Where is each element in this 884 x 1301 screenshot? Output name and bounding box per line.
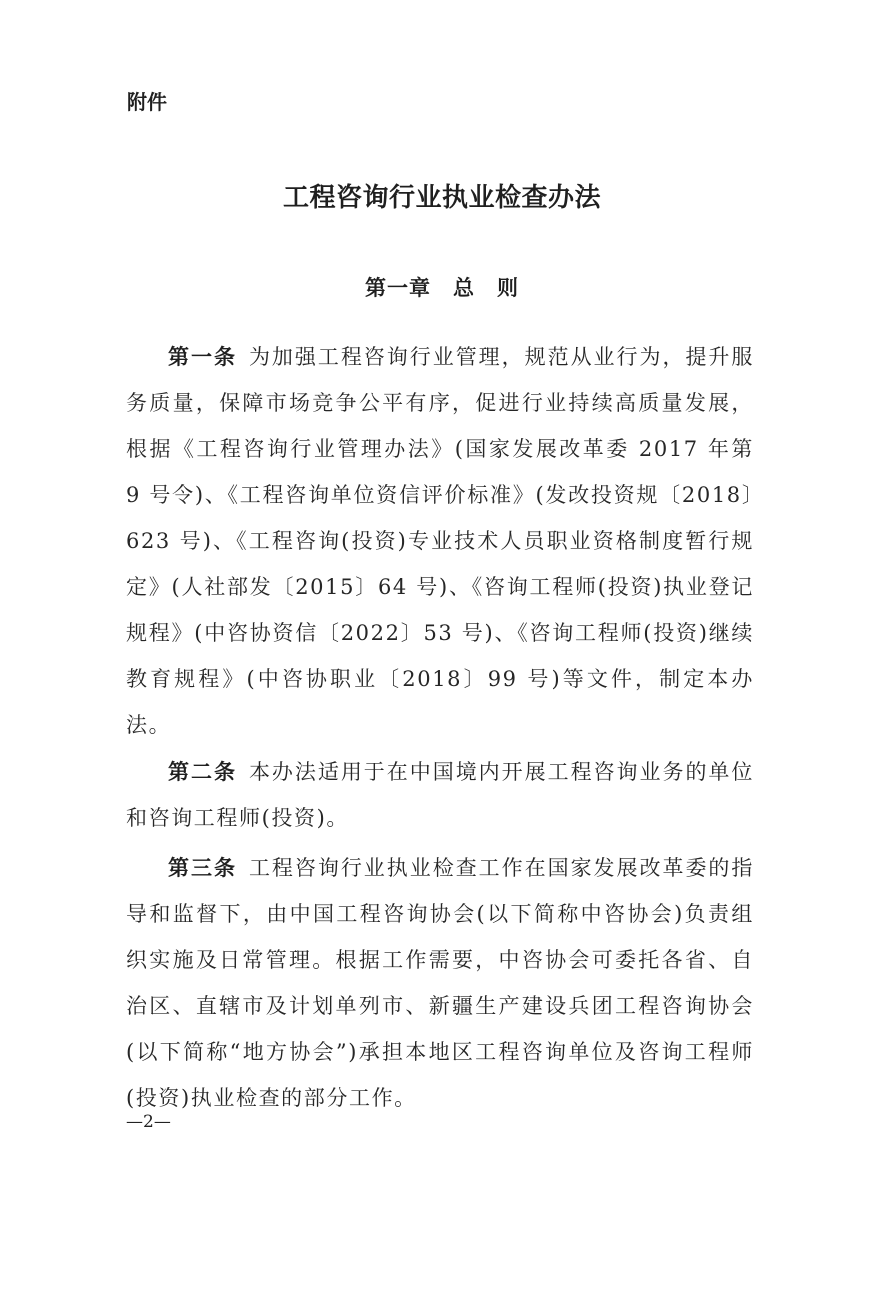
chapter-title: 总 则 (453, 276, 519, 300)
article-1 (126, 334, 754, 748)
article-2 (126, 749, 754, 841)
article-text: 工程咨询行业执业检查工作在国家发展改革委的指导和监督下，由中国工程咨询协会(以下简称中咨协会)负责组织实施及日常管理。根据工作需要，中咨协会可委托各省、自治区、直辖市及计划单列市、新疆生产建设兵团工程咨询协会(以下简称“地方协会”)承担本地区工程咨询单位及咨询工程师(投资)执业检查的部分工作。 (126, 856, 754, 1110)
article-number: 第一条 (168, 345, 237, 369)
document-title: 工程咨询行业执业检查办法 (282, 183, 601, 213)
article-text: 本办法适用于在中国境内开展工程咨询业务的单位和咨询工程师(投资)。 (126, 760, 754, 830)
attachment-label: 附件 (127, 90, 167, 114)
article-number: 第三条 (168, 856, 237, 880)
page-number: —2— (126, 1112, 171, 1132)
article-3 (126, 845, 754, 1121)
article-number: 第二条 (168, 760, 237, 784)
chapter-heading (0, 272, 884, 302)
article-text: 为加强工程咨询行业管理，规范从业行为，提升服务质量，保障市场竞争公平有序，促进行业持续高质量发展，根据《工程咨询行业管理办法》(国家发展改革委 2017 年第 9 号令)、《工程咨询单位资信评价标准》(发改投资规〔2018〕623 号)、《工程咨询(投资)专业技术人员职业资格制度暂行规定》(人社部发〔2015〕64 号)、《咨询工程师(投资)执业登记规程》(中咨协资信〔2022〕53 号)、《咨询工程师(投资)继续教育规程》(中咨协职业〔2018〕99 号)等文件，制定本办法。 (126, 345, 754, 737)
chapter-number: 第一章 (365, 276, 431, 300)
